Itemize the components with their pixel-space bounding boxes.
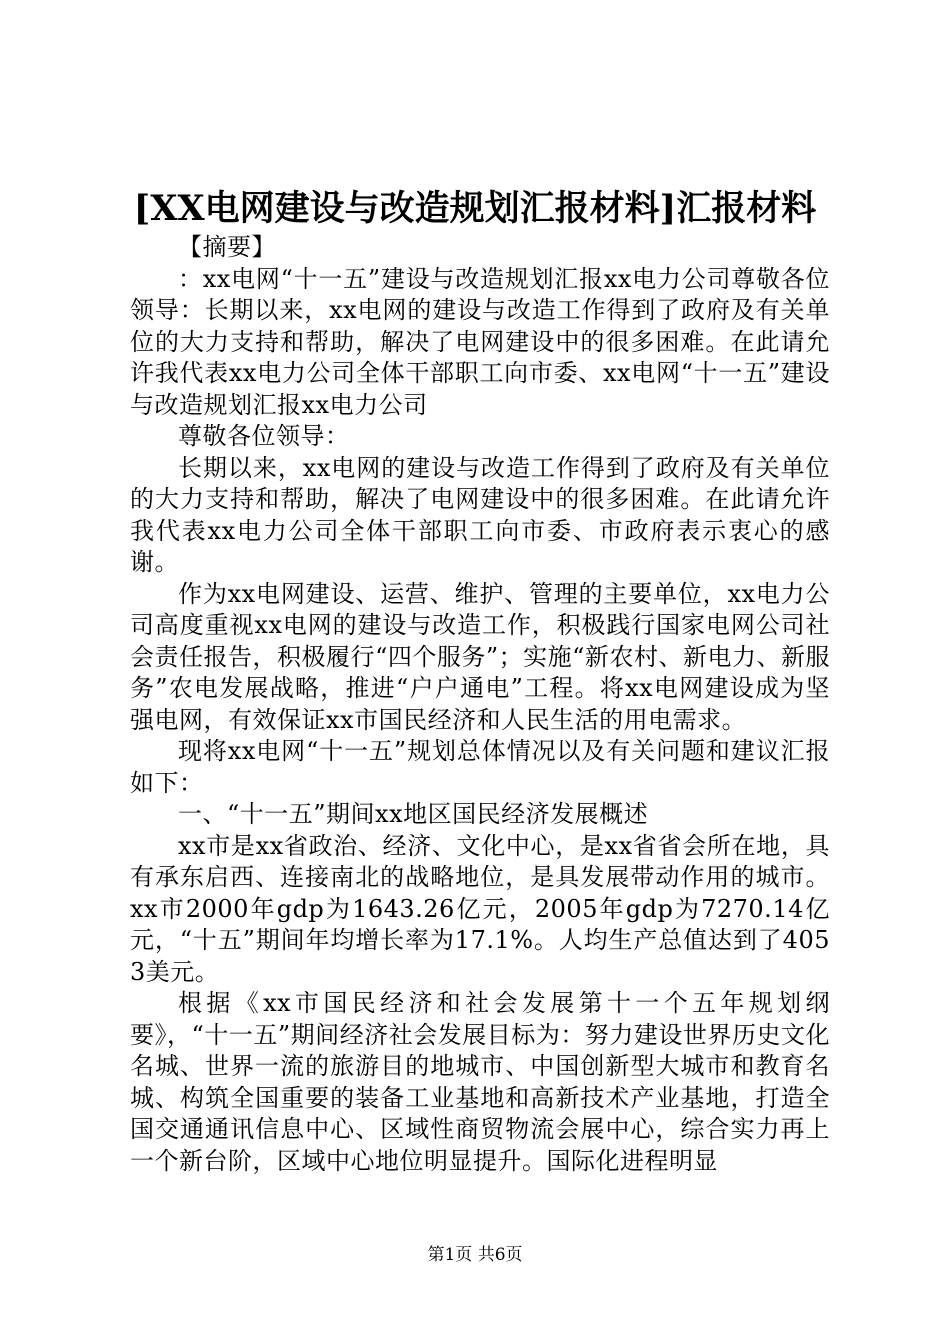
body-paragraph: 作为xx电网建设、运营、维护、管理的主要单位，xx电力公司高度重视xx电网的建设与改造工作，积极践行国家电网公司社会责任报告，积极履行“四个服务”；实施“新农村、新电力、新服务”农电发展战略，推进“户户通电”工程。将xx电网建设成为坚强电网，有效保证xx市国民经济和人民生活的用电需求。 — [130, 579, 830, 734]
salutation: 尊敬各位领导： — [178, 422, 350, 450]
section-heading: 一、“十一五”期间xx地区国民经济发展概述 — [178, 800, 649, 828]
document-body — [130, 232, 830, 1177]
body-paragraph: 根据《xx市国民经济和社会发展第十一个五年规划纲要》，“十一五”期间经济社会发展目标为：努力建设世界历史文化名城、世界一流的旅游目的地城市、中国创新型大城市和教育名城、构筑全国重要的装备工业基地和高新技术产业基地，打造全国交通通讯信息中心、区域性商贸物流会展中心，综合实力再上一个新台阶，区域中心地位明显提升。国际化进程明显 — [130, 989, 830, 1175]
document-title: [XX电网建设与改造规划汇报材料]汇报材料 — [133, 188, 817, 229]
body-paragraph: xx市是xx省政治、经济、文化中心，是xx省省会所在地，具有承东启西、连接南北的战略地位，是具发展带动作用的城市。xx市2000年gdp为1643.26亿元，2005年gdp为7270.14亿元，“十五”期间年均增长率为17.1%。人均生产总值达到了4053美元。 — [130, 831, 830, 986]
abstract-label: 【摘要】 — [178, 233, 276, 261]
body-paragraph: 长期以来，xx电网的建设与改造工作得到了政府及有关单位的大力支持和帮助，解决了电网建设中的很多困难。在此请允许我代表xx电力公司全体干部职工向市委、市政府表示衷心的感谢。 — [130, 453, 830, 576]
page-footer: 第1页 共6页 — [427, 1245, 523, 1265]
abstract-paragraph: ：xx电网“十一五”建设与改造规划汇报xx电力公司尊敬各位领导：长期以来，xx电网的建设与改造工作得到了政府及有关单位的大力支持和帮助，解决了电网建设中的很多困难。在此请允许我代表xx电力公司全体干部职工向市委、xx电网“十一五”建设与改造规划汇报xx电力公司 — [130, 264, 830, 419]
body-paragraph: 现将xx电网“十一五”规划总体情况以及有关问题和建议汇报如下： — [130, 737, 830, 797]
